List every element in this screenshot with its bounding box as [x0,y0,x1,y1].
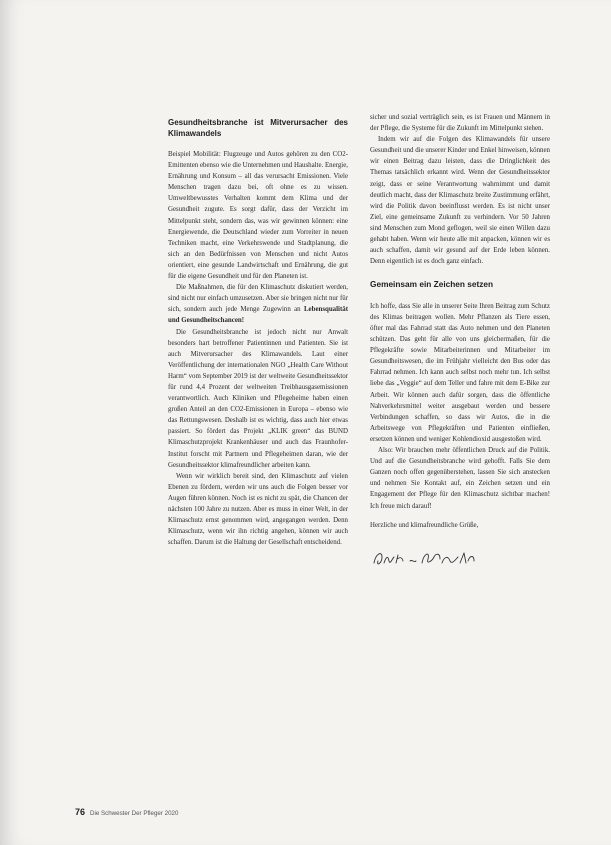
paragraph: Ich hoffe, dass Sie alle in unserer Seite Ihren Beitrag zum Schutz des Klimas beitragen wollen. Mehr Pflanzen als Tiere essen, öfter mal das Fahrrad statt das Auto nehmen und den Planeten schützen. Das geht für alle von uns gleichermaßen, für die Pflegekräfte sowie Mitarbeiterinnen und Mitarbeiter im Gesundheitswesen, die im Frühjahr vielleicht den Bus oder das Fahrrad nehmen. Ich kann auch selbst noch mehr tun. Ich selbst liebe das „Veggie“ auf dem Teller und fahre mit dem E-Bike zur Arbeit. Wir können auch dafür sorgen, dass die öffentliche Nahverkehrsmittel weiter ausgebaut werden und bessere Verbindungen schaffen, so dass wir Autos, die in die Arbeitswege von Pflegekräften und Patienten einfließen, ersetzen können und weniger Kohlendioxid ausgestoßen wird. [370,302,550,443]
closing-line: Herzliche und klimafreundliche Grüße, [370,521,479,529]
paragraph: Indem wir auf die Folgen des Klimawandels für unsere Gesundheit und die unserer Kinder und Enkel hinweisen, können wir einen Beitrag dazu leisten, dass die Dringlichkeit des Themas tatsächlich erkannt wird. Wenn der Gesundheitssektor zeigt, dass er seine Verantwortung wahrnimmt und damit deutlich macht, dass der Klimaschutz breite Zustimmung erfährt, wird die Politik davon beeinflusst werden. Es ist nicht unser Ziel, eine gemeinsame Zukunft zu verhindern. Vor 50 Jahren sind Menschen zum Mond geflogen, weil sie einen Willen dazu gehabt haben. Wenn wir heute alle mit anpacken, können wir es auch schaffen, damit wir gesund auf der Erde leben können. Denn eigentlich ist es doch ganz einfach. [370,136,550,266]
paragraph: Die Gesundheitsbranche ist jedoch nicht nur Anwalt besonders hart betroffener Patientinnen und Patienten. Sie ist auch Mitverursacher des Klimawandels. Laut einer Veröffentlichung der internationalen NGO „Health Care Without Harm“ vom September 2019 ist der weltweite Gesundheitssektor für rund 4,4 Prozent der weltweiten Treibhausgasemissionen verantwortlich. Auch Kliniken und Pflegeheime haben einen großen Anteil an den CO2-Emissionen in Europa – ebenso wie das Rettungswesen. Deshalb ist es wichtig, dass auch hier etwas passiert. So fördert das Projekt „KLIK green“ das BUND Klimaschutzprojekt Krankenhäuser und auch das Fraunhofer-Institut forscht mit Partnern und Pflegeheimen daran, wie der Gesundheitssektor klimafreundlicher arbeiten kann. [168,328,348,469]
publication-name: Die Schwester Der Pfleger 2020 [90,810,179,817]
paragraph [168,282,348,326]
bold-emphasis: Lebensqualität und Gesundheitschancen! [168,306,348,325]
section-heading-sign: Gemeinsam ein Zeichen setzen [370,279,494,290]
paragraph: Also: Wir brauchen mehr öffentlichen Druck auf die Politik. Und auf die Gesundheitsbranche wird gehofft. Falls Sie dem Ganzen noch offen gegenüberstehen, lassen Sie sich anstecken und nehmen Sie Kontakt auf, ein Zeichen setzen und ein Engagement der Pflege für den Klimaschutz sichtbar machen! Ich freue mich darauf! [370,447,550,510]
page-footer [75,807,178,817]
paragraph: sicher und sozial verträglich sein, es ist Frauen und Männern in der Pflege, die Systeme für die Zukunft im Mittelpunkt stehen. [370,114,550,133]
paragraph-text: Die Maßnahmen, die für den Klimaschutz diskutiert werden, sind nicht nur einfach umzusetzen. Aber sie bringen nicht nur für sich, sondern auch jede Menge Zugewinn an [168,284,348,314]
page-number: 76 [75,807,86,817]
article-column-right [370,112,550,573]
section-heading-health-sector: Gesundheitsbranche ist Mitverursacher des Klimawandels [168,118,348,138]
handwritten-signature-icon [370,545,520,573]
article-column-left [168,118,348,548]
paragraph: Beispiel Mobilität: Flugzeuge und Autos gehören zu den CO2-Emittenten ebenso wie die Unternehmen und Haushalte. Energie, Ernährung und Konsum – all das verursacht Emissionen. Viele Menschen tragen dazu bei, oft ohne es zu wissen. Umweltbewusstes Verhalten kommt dem Klima und der Gesundheit zugute. Es sorgt dafür, dass der Verzicht im Mittelpunkt steht, sondern das, was wir gewinnen können: eine Energiewende, die Deutschland wieder zum Vorreiter in neuen Techniken macht, eine Verkehrswende und Stadtplanung, die sich an den Bedürfnissen von Menschen und nicht Autos orientiert, eine gesunde Landwirtschaft und Ernährung, die gut für die eigene Gesundheit und für den Planeten ist. [168,151,348,281]
paragraph: Wenn wir wirklich bereit sind, den Klimaschutz auf vielen Ebenen zu fördern, werden wir uns auch die Folgen besser vor Augen führen können. Noch ist es nicht zu spät, die Chancen der nächsten 100 Jahre zu nutzen. Aber es muss in einer Welt, in der Klimaschutz ernst genommen wird, angegangen werden. Denn Klimaschutz, wenn wir ihn richtig angehen, können wir auch schaffen. Darum ist die Haltung der Gesellschaft entscheidend. [168,472,348,547]
